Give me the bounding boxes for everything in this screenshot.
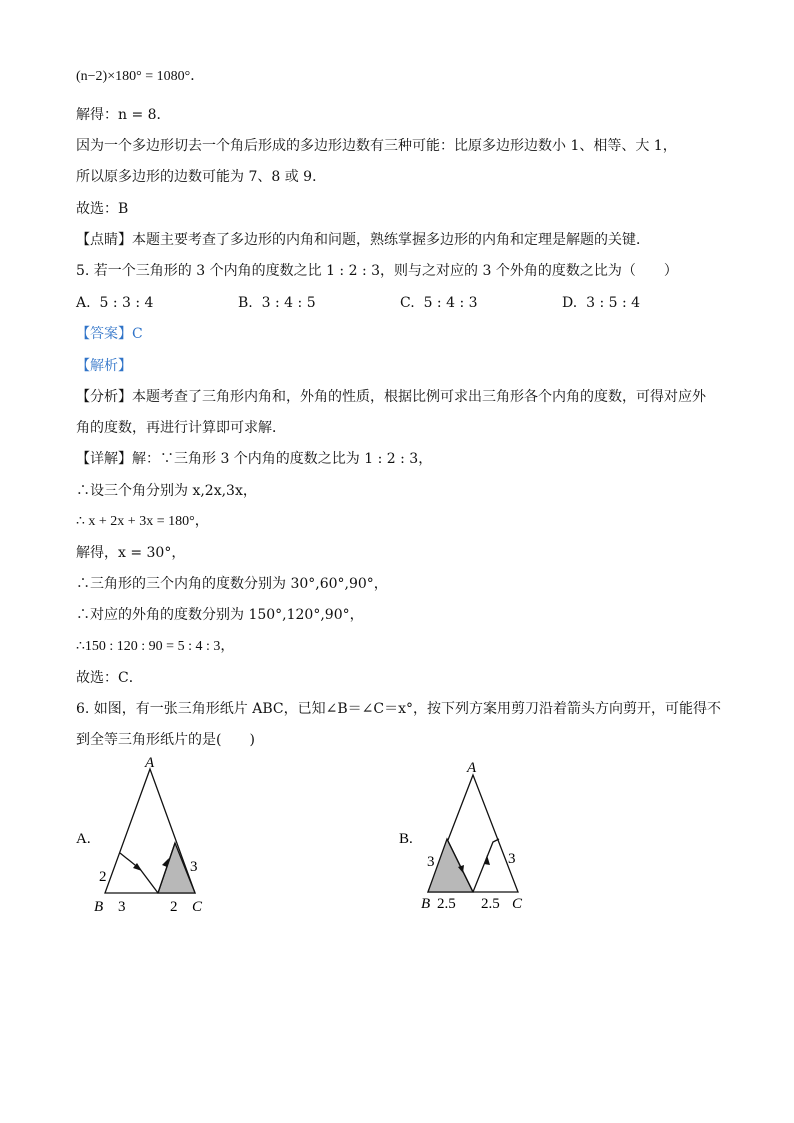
- detail-line-7: ∴150 : 120 : 90 = 5 : 4 : 3，: [76, 639, 235, 654]
- detail-line-3: ∴ x + 2x + 3x = 180°，: [76, 514, 209, 529]
- cut-line: [473, 839, 499, 892]
- length-label: 2: [170, 899, 178, 915]
- detail-line-1: 【详解】解：∵三角形 3 个内角的度数之比为 1 : 2 : 3，: [76, 451, 433, 467]
- option-b: [238, 294, 316, 312]
- vertex-label-a: A: [145, 755, 155, 771]
- analysis-line-2: 角的度数，再进行计算即可求解．: [76, 420, 286, 436]
- answer-heading: 【答案】C: [76, 326, 143, 342]
- cut-line: [140, 869, 158, 893]
- choice-line: 故选：B: [76, 201, 129, 217]
- detail-line-4: 解得，x = 30°，: [76, 545, 186, 561]
- comment-line: 【点睛】本题主要考查了多边形的内角和问题，熟练掌握多边形的内角和定理是解题的关键．: [76, 232, 650, 248]
- vertex-label-c: C: [512, 896, 523, 912]
- vertex-label-b: B: [421, 896, 431, 912]
- arrow-head: [484, 855, 490, 865]
- vertex-label-b: B: [94, 899, 104, 915]
- equation-line: (n−2)×180° = 1080°．: [76, 69, 205, 84]
- option-a: [76, 294, 153, 312]
- length-label: 2.5: [437, 896, 456, 912]
- option-label: A.: [76, 295, 91, 311]
- length-label: 2: [99, 869, 107, 885]
- option-d: [562, 294, 640, 312]
- question-6-line-1: 6. 如图，有一张三角形纸片 ABC，已知∠B＝∠C＝x°，按下列方案用剪刀沿着箭头方向剪开，可能得不: [76, 701, 721, 717]
- option-label: D.: [562, 295, 578, 311]
- figure-option-label: B.: [399, 831, 413, 847]
- detail-line-5: ∴三角形的三个内角的度数分别为 30°,60°,90°，: [76, 576, 388, 592]
- solution-line: 解得：n = 8．: [76, 107, 171, 123]
- option-label: C.: [400, 295, 415, 311]
- analysis-heading: 【解析】: [76, 358, 132, 374]
- length-label: 3: [427, 854, 435, 870]
- reasoning-line: 因为一个多边形切去一个角后形成的多边形边数有三种可能：比原多边形边数小 1、相等、大 1，: [76, 138, 677, 154]
- option-c: [400, 294, 478, 312]
- question-6-line-2: 到全等三角形纸片的是( ): [76, 732, 255, 748]
- length-label: 3: [190, 859, 198, 875]
- length-label: 2.5: [481, 896, 500, 912]
- detail-line-6: ∴对应的外角的度数分别为 150°,120°,90°，: [76, 607, 364, 623]
- length-label: 3: [118, 899, 126, 915]
- detail-line-8: 故选：C．: [76, 670, 143, 686]
- analysis-line-1: 【分析】本题考查了三角形内角和，外角的性质，根据比例可求出三角形各个内角的度数，可得对应外: [76, 389, 706, 405]
- option-text: 3 : 4 : 5: [261, 295, 316, 311]
- vertex-label-c: C: [192, 899, 203, 915]
- detail-line-2: ∴设三个角分别为 x,2x,3x，: [76, 483, 257, 499]
- figure-option-label: A.: [76, 831, 91, 847]
- question-5: 5. 若一个三角形的 3 个内角的度数之比 1 : 2 : 3，则与之对应的 3 个外角的度数之比为（ ）: [76, 263, 678, 279]
- figure-option-a: [70, 755, 240, 920]
- option-label: B.: [238, 295, 253, 311]
- option-text: 3 : 5 : 4: [586, 295, 641, 311]
- option-text: 5 : 3 : 4: [99, 295, 154, 311]
- conclusion-line: 所以原多边形的边数可能为 7、8 或 9．: [76, 169, 327, 185]
- length-label: 3: [508, 851, 516, 867]
- vertex-label-a: A: [467, 760, 477, 776]
- option-text: 5 : 4 : 3: [423, 295, 478, 311]
- figure-option-b: [393, 755, 563, 920]
